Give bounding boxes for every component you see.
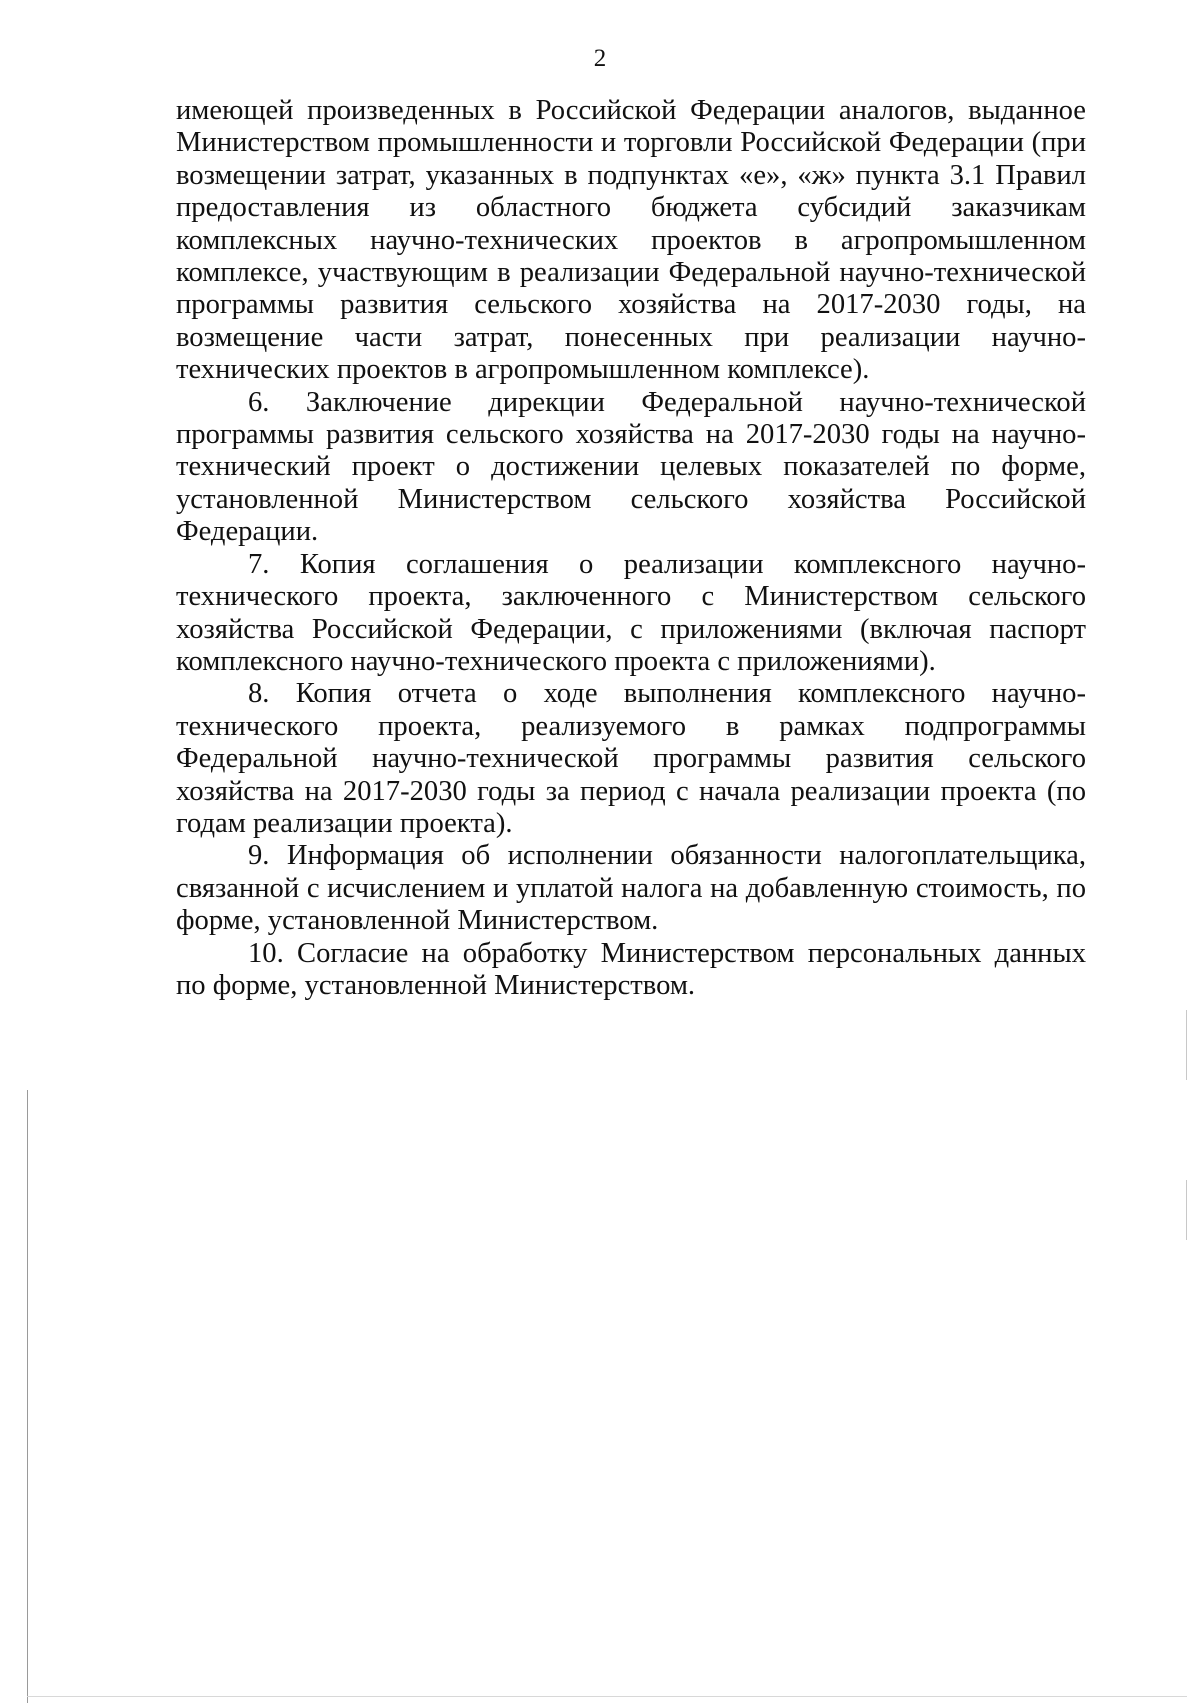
scan-edge-mark-left: [27, 1090, 28, 1703]
scan-edge-mark-bottom: [27, 1696, 1187, 1697]
page-number: 2: [593, 45, 607, 72]
paragraph-item-6: 6. Заключение дирекции Федеральной научно-технической программы развития сельского хозяйства на 2017-2030 годы на научно-технический проект о достижении целевых показателей по форме, установленной Министерством сельского хозяйства Российской Федерации.: [176, 386, 1086, 548]
paragraph-item-7: 7. Копия соглашения о реализации комплексного научно-технического проекта, заключенного с Министерством сельского хозяйства Российской Федерации, с приложениями (включая паспорт комплексного научно-технического проекта с приложениями).: [176, 548, 1086, 677]
scan-edge-mark-right-mid: [1186, 1180, 1187, 1240]
document-body: [176, 95, 1086, 1002]
paragraph-item-8: 8. Копия отчета о ходе выполнения комплексного научно-технического проекта, реализуемого в рамках подпрограммы Федеральной научно-технической программы развития сельского хозяйства на 2017-2030 годы за период с начала реализации проекта (по годам реализации проекта).: [176, 678, 1086, 839]
paragraph-item-9: 9. Информация об исполнении обязанности налогоплательщика, связанной с исчислением и уплатой налога на добавленную стоимость, по форме, установленной Министерством.: [176, 840, 1086, 937]
paragraph-continuation: имеющей произведенных в Российской Федерации аналогов, выданное Министерством промышленности и торговли Российской Федерации (при возмещении затрат, указанных в подпунктах «е», «ж» пункта 3.1 Правил предоставления из областного бюджета субсидий заказчикам комплексных научно-технических проектов в агропромышленном комплексе, участвующим в реализации Федеральной научно-технической программы развития сельского хозяйства на 2017-2030 годы, на возмещение части затрат, понесенных при реализации научно-технических проектов в агропромышленном комплексе).: [176, 95, 1086, 386]
scan-edge-mark-right-top: [1186, 1010, 1187, 1080]
paragraph-item-10: 10. Согласие на обработку Министерством персональных данных по форме, установленной Министерством.: [176, 937, 1086, 1001]
